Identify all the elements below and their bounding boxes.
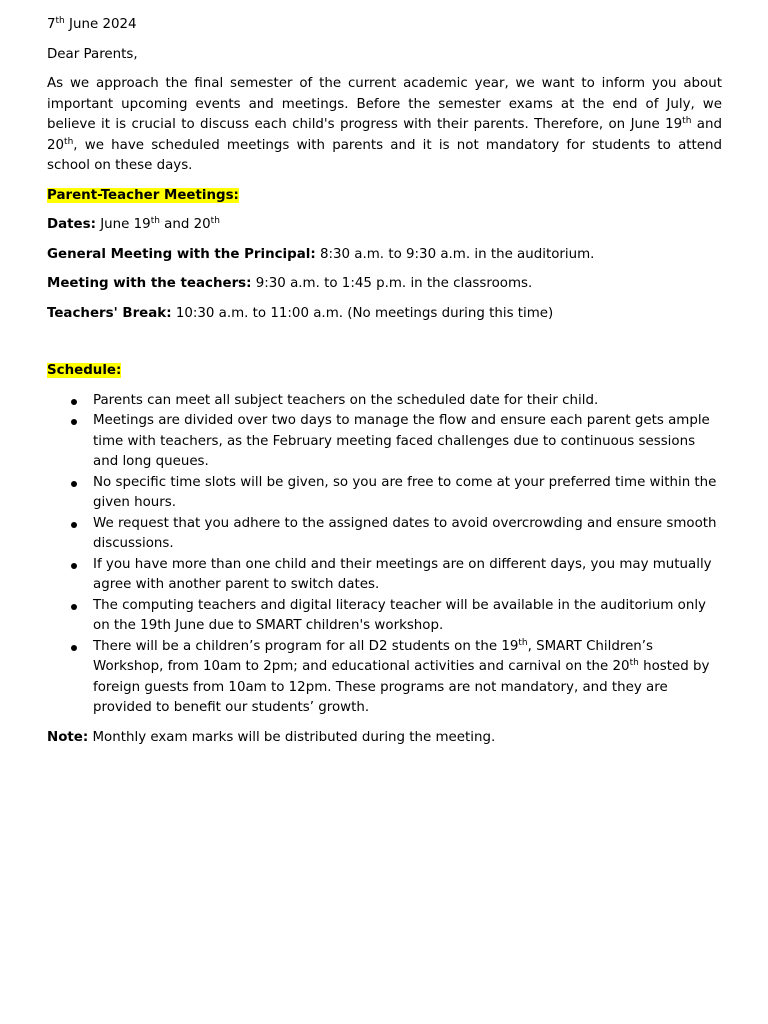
section-spacer xyxy=(47,333,722,361)
schedule-list xyxy=(47,391,722,719)
list-item: We request that you adhere to the assigned dates to avoid overcrowding and ensure smooth discussions. xyxy=(47,514,722,555)
date-day-suffix: th xyxy=(55,16,65,26)
dates-text-1: June 19 xyxy=(95,217,151,232)
program-sup-1: th xyxy=(518,637,528,648)
list-item: The computing teachers and digital literacy teacher will be available in the auditorium only on the 19th June due to SMART children's workshop. xyxy=(47,596,722,637)
principal-meeting-value: 8:30 a.m. to 9:30 a.m. in the auditorium. xyxy=(315,246,595,262)
schedule-heading-line xyxy=(47,361,722,382)
greeting: Dear Parents, xyxy=(47,46,138,62)
dates-sup-1: th xyxy=(150,216,160,226)
principal-meeting-label: General Meeting with the Principal: xyxy=(47,246,316,262)
ptm-heading-line xyxy=(47,186,722,207)
note-label: Note: xyxy=(47,729,89,745)
intro-paragraph xyxy=(47,74,722,177)
intro-text-1: As we approach the final semester of the current academic year, we want to inform you about important upcoming events and meetings. Before the semester exams at the end of July, we believe it is crucial to discuss each child's progress with their parents. Therefore, on June 19 xyxy=(47,76,722,132)
dates-line xyxy=(47,215,722,236)
ptm-heading: Parent-Teacher Meetings: xyxy=(47,187,239,203)
list-item: Meetings are divided over two days to manage the flow and ensure each parent gets ample time with teachers, as the February meeting faced challenges due to continuous sessions and long queues. xyxy=(47,411,722,473)
teachers-meeting-value: 9:30 a.m. to 1:45 p.m. in the classrooms. xyxy=(251,276,533,291)
dates-sup-2: th xyxy=(210,216,220,226)
list-item: Parents can meet all subject teachers on the scheduled date for their child. xyxy=(47,391,722,412)
letter-content xyxy=(47,15,722,748)
list-item xyxy=(47,637,722,719)
intro-sup-2: th xyxy=(64,136,74,147)
dates-text-2: and 20 xyxy=(159,217,211,232)
note-text: Monthly exam marks will be distributed during the meeting. xyxy=(88,729,496,745)
intro-text-3: , we have scheduled meetings with parents and it is not mandatory for students to attend school on these days. xyxy=(47,137,722,173)
list-item: No specific time slots will be given, so you are free to come at your preferred time within the given hours. xyxy=(47,473,722,514)
program-sup-2: th xyxy=(629,658,639,668)
teachers-break-line xyxy=(47,304,722,325)
program-text-2: , SMART Children’s Workshop, from 10am to 2pm; and educational activities and carnival on the 20 xyxy=(93,638,654,674)
teachers-break-label: Teachers' Break: xyxy=(47,305,172,321)
note-line xyxy=(47,728,722,749)
program-text-3: hosted by foreign guests from 10am to 12pm. These programs are not mandatory, and they are provided to benefit our students’ growth. xyxy=(93,659,710,715)
intro-sup-1: th xyxy=(682,116,692,126)
letter-date xyxy=(47,15,722,36)
dates-label: Dates: xyxy=(47,217,96,232)
teachers-meeting-label: Meeting with the teachers: xyxy=(47,276,252,291)
teachers-meeting-line xyxy=(47,274,722,295)
schedule-heading: Schedule: xyxy=(47,363,122,378)
teachers-break-value: 10:30 a.m. to 11:00 a.m. (No meetings during this time) xyxy=(171,305,554,321)
principal-meeting-line xyxy=(47,245,722,266)
intro-text-2: and 20 xyxy=(47,117,722,153)
date-day: 7 xyxy=(47,17,56,32)
date-rest: June 2024 xyxy=(64,17,137,32)
list-item: If you have more than one child and their meetings are on different days, you may mutually agree with another parent to switch dates. xyxy=(47,555,722,596)
program-text-1: There will be a children’s program for all D2 students on the 19 xyxy=(93,638,519,654)
